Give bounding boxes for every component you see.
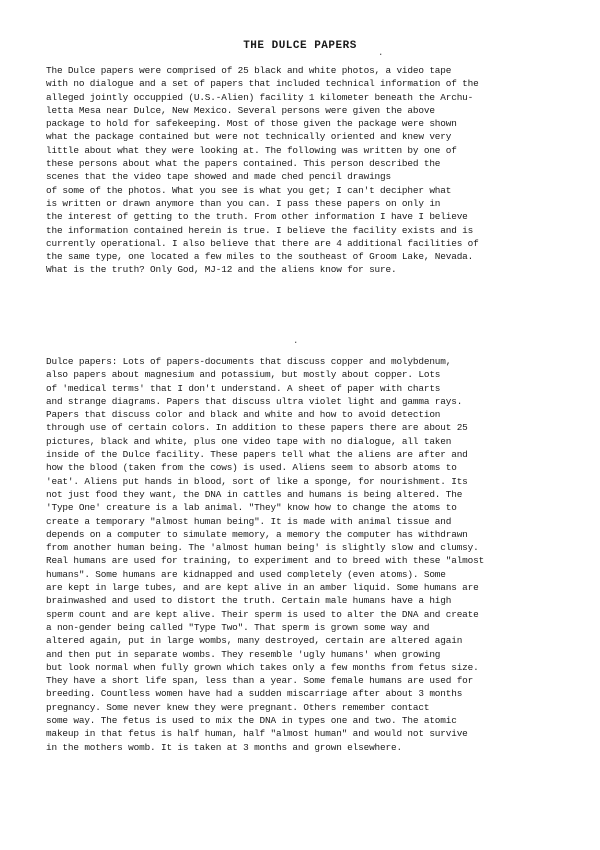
text-line: and strange diagrams. Papers that discuss ultra violet light and gamma rays.: [46, 395, 463, 407]
text-line: What is the truth? Only God, MJ-12 and the aliens know for sure.: [46, 264, 397, 276]
text-line: brainwashed and used to distort the truth. Certain male humans have a high: [46, 595, 452, 607]
text-line: breeding. Countless women have had a sudden miscarriage after about 3 months: [46, 688, 463, 700]
text-line: Real humans are used for training, to experiment and to breed with these "almost: [46, 555, 485, 567]
text-line: of 'medical terms' that I don't understand. A sheet of paper with charts: [46, 382, 441, 394]
text-line: altered again, put in large wombs, many destroyed, certain are altered again: [46, 635, 463, 647]
text-line: alleged jointly occuppied (U.S.-Alien) facility 1 kilometer beneath the Archu-: [46, 91, 474, 103]
text-line: package to hold for safekeeping. Most of those given the package were shown: [46, 118, 457, 130]
text-line: pregnancy. Some never knew they were pregnant. Others remember contact: [46, 701, 430, 713]
text-line: The Dulce papers were comprised of 25 black and white photos, a video tape: [46, 65, 452, 76]
text-line: letta Mesa near Dulce, New Mexico. Several persons were given the above: [46, 104, 435, 116]
text-line: are kept in large tubes, and are kept alive in an amber liquid. Some humans are: [46, 582, 479, 594]
stray-mark: ·: [293, 338, 299, 348]
text-line: the information contained herein is true. I believe the facility exists and is: [46, 224, 474, 236]
document-title: THE DULCE PAPERS: [243, 40, 357, 52]
text-line: not just food they want, the DNA in cattles and humans is being altered. The: [46, 488, 463, 500]
text-line: scenes that the video tape showed and made ched pencil drawings: [46, 171, 391, 183]
text-line: of some of the photos. What you see is what you get; I can't decipher what: [46, 184, 452, 196]
text-line: Papers that discuss color and black and white and how to avoid detection: [46, 409, 441, 421]
text-line: in the mothers womb. It is taken at 3 months and grown elsewhere.: [46, 741, 402, 753]
text-line: the same type, one located a few miles to the southeast of Groom Lake, Nevada.: [46, 251, 474, 263]
text-line: sperm count and are kept alive. Their sperm is used to alter the DNA and create: [46, 608, 479, 620]
text-line: a non-gender being called "Type Two". That sperm is grown some way and: [46, 621, 430, 633]
text-line: through use of certain colors. In addition to these papers there are about 25: [46, 422, 468, 434]
text-line: the interest of getting to the truth. From other information I have I believe: [46, 211, 468, 223]
text-line: with no dialogue and a set of papers that included technical information of the: [46, 78, 479, 90]
text-line: what the package contained but were not technically oriented and knew very: [46, 131, 452, 143]
text-line: but look normal when fully grown which takes only a few months from fetus size.: [46, 661, 479, 673]
text-line: how the blood (taken from the cows) is used. Aliens seem to absorb atoms to: [46, 462, 457, 474]
text-line: little about what they were looking at. The following was written by one of: [46, 144, 457, 156]
text-line: depends on a computer to simulate memory, a memory the computer has withdrawn: [46, 528, 468, 540]
text-line: humans". Some humans are kidnapped and used completely (even atoms). Some: [46, 568, 446, 580]
text-line: 'Type One' creature is a lab animal. "They" know how to change the atoms to: [46, 502, 457, 514]
text-line: inside of the Dulce facility. These papers tell what the aliens are after and: [46, 449, 468, 461]
text-line: Dulce papers: Lots of papers-documents that discuss copper and molybdenum,: [46, 356, 452, 367]
text-line: and then put in separate wombs. They resemble 'ugly humans' when growing: [46, 648, 441, 660]
text-line: They have a short life span, less than a year. Some female humans are used for: [46, 675, 474, 687]
text-line: create a temporary "almost human being". It is made with animal tissue and: [46, 515, 452, 527]
text-line: 'eat'. Aliens put hands in blood, sort of like a sponge, for nourishment. Its: [46, 475, 468, 487]
text-line: from another human being. The 'almost human being' is slightly slow and clumsy.: [46, 542, 479, 554]
paragraph-intro: [46, 64, 576, 277]
stray-mark: ·: [378, 50, 384, 60]
paragraph-dulce-papers: [46, 355, 576, 754]
text-line: some way. The fetus is used to mix the DNA in types one and two. The atomic: [46, 715, 457, 727]
text-line: is written or drawn anymore than you can. I pass these papers on only in: [46, 197, 441, 209]
text-line: these persons about what the papers contained. This person described the: [46, 158, 441, 170]
text-line: pictures, black and white, plus one video tape with no dialogue, all taken: [46, 435, 452, 447]
text-line: also papers about magnesium and potassium, but mostly about copper. Lots: [46, 369, 441, 381]
text-line: makeup in that fetus is half human, half "almost human" and would not survive: [46, 728, 468, 740]
text-line: currently operational. I also believe that there are 4 additional facilities of: [46, 237, 479, 249]
